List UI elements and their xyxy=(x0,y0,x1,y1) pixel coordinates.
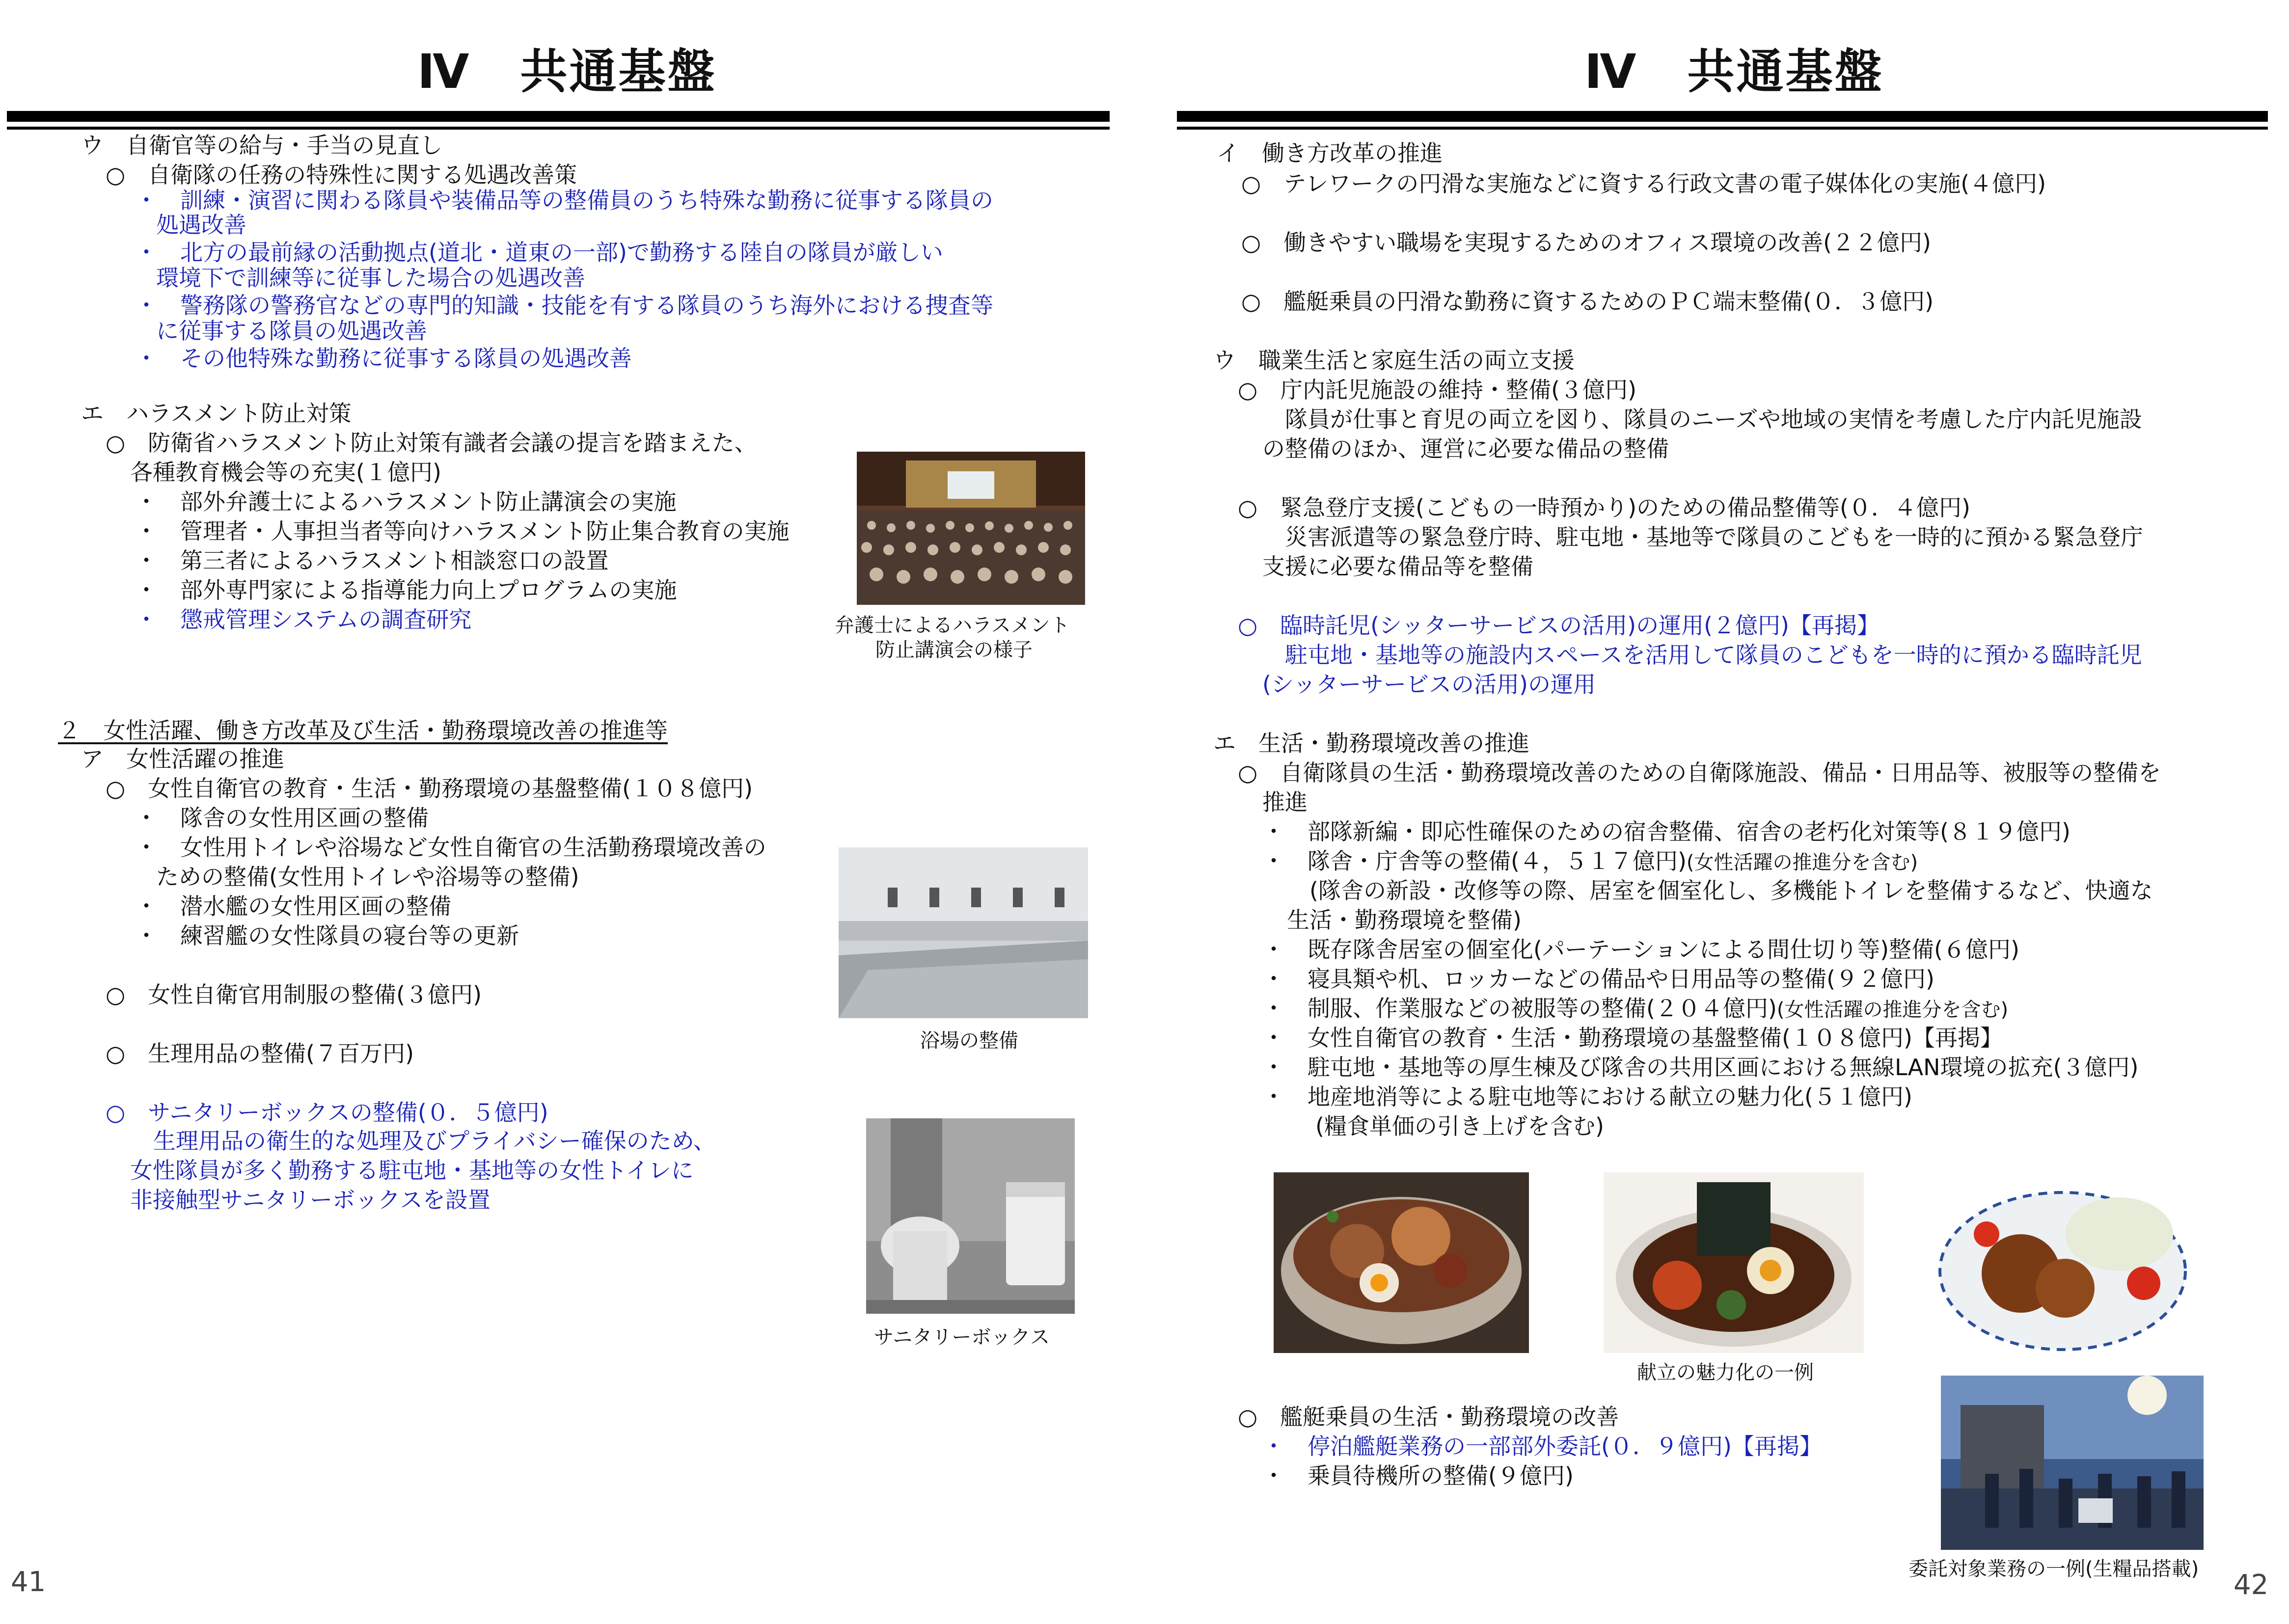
sub-heading: ア 女性活躍の推進 xyxy=(81,746,284,772)
list-item: 環境下で訓練等に従事した場合の処遇改善 xyxy=(156,265,585,291)
left-page xyxy=(0,0,1144,1624)
section-heading: イ 働き方改革の推進 xyxy=(1217,140,1443,166)
lecture-photo xyxy=(857,452,1085,605)
photo-caption: 浴場の整備 xyxy=(920,1029,1018,1052)
list-item: ○ サニタリーボックスの整備(０．５億円) xyxy=(106,1099,548,1126)
list-item: 処遇改善 xyxy=(156,212,246,238)
ship-loading-photo xyxy=(1941,1376,2204,1550)
food-photo-karaage xyxy=(1937,1175,2188,1353)
list-item: ○ 生理用品の整備(７百万円) xyxy=(106,1040,414,1067)
item-text: ・ 制服、作業服などの被服等の整備(２０４億円) xyxy=(1262,995,1777,1022)
list-item: ・ 懲戒管理システムの調査研究 xyxy=(135,606,472,633)
photo-caption: 防止講演会の様子 xyxy=(875,639,1033,661)
list-item: ・ 管理者・人事担当者等向けハラスメント防止集合教育の実施 xyxy=(135,518,790,544)
list-item: ○ 艦艇乗員の円滑な勤務に資するためのＰＣ端末整備(０．３億円) xyxy=(1241,288,1934,315)
list-item: 駐屯地・基地等の施設内スペースを活用して隊員のこどもを一時的に預かる臨時託児 xyxy=(1285,642,2142,668)
list-item: ・ 既存隊舎居室の個室化(パーテーションによる間仕切り等)整備(６億円) xyxy=(1262,936,2019,963)
page-number: 42 xyxy=(2234,1569,2269,1601)
list-item: ・ 乗員待機所の整備(９億円) xyxy=(1262,1462,1574,1489)
page-title: Ⅳ 共通基盤 xyxy=(417,44,717,99)
list-item: ・ 駐屯地・基地等の厚生棟及び隊舎の共用区画における無線LAN環境の拡充(３億円) xyxy=(1262,1054,2139,1081)
section-heading: ウ 自衛官等の給与・手当の見直し xyxy=(81,132,442,159)
list-item: ・ 潜水艦の女性用区画の整備 xyxy=(135,893,451,920)
list-item: (隊舎の新設・改修等の際、居室を個室化し、多機能トイレを整備するなど、快適な xyxy=(1309,877,2153,904)
sub-heading: ○ 防衛省ハラスメント防止対策有識者会議の提言を踏まえた、 xyxy=(106,430,757,456)
photo-caption: サニタリーボックス xyxy=(874,1326,1050,1349)
item-note: (女性活躍の推進分を含む) xyxy=(1776,999,2009,1021)
list-item: (シッターサービスの活用)の運用 xyxy=(1262,671,1596,698)
list-item: に従事する隊員の処遇改善 xyxy=(156,318,427,344)
food-photo-bowl xyxy=(1274,1172,1529,1353)
item-note: (女性活躍の推進分を含む) xyxy=(1686,851,1918,874)
list-item: ○ 庁内託児施設の維持・整備(３億円) xyxy=(1238,377,1637,403)
list-item: ・ 部外弁護士によるハラスメント防止講演会の実施 xyxy=(135,488,677,515)
list-item xyxy=(1262,994,2008,1025)
list-item: 支援に必要な備品等を整備 xyxy=(1262,553,1533,580)
photo-caption: 献立の魅力化の一例 xyxy=(1637,1361,1814,1384)
list-item: 生活・勤務環境を整備) xyxy=(1287,907,1522,933)
page-title: Ⅳ 共通基盤 xyxy=(1584,44,1884,99)
list-item: ・ 警務隊の警務官などの専門的知識・技能を有する隊員のうち海外における捜査等 xyxy=(135,292,993,319)
title-rule-thick xyxy=(7,111,1110,122)
list-item: 非接触型サニタリーボックスを設置 xyxy=(130,1187,490,1213)
section-heading: ウ 職業生活と家庭生活の両立支援 xyxy=(1213,347,1575,374)
list-item: 災害派遣等の緊急登庁時、駐屯地・基地等で隊員のこどもを一時的に預かる緊急登庁 xyxy=(1285,524,2143,550)
list-item: ○ 艦艇乗員の生活・勤務環境の改善 xyxy=(1238,1404,1619,1430)
list-item: 推進 xyxy=(1262,789,1308,815)
list-item: ・ 部隊新編・即応性確保のための宿舎整備、宿舎の老朽化対策等(８１９億円) xyxy=(1262,818,2071,845)
section-heading: エ 生活・勤務環境改善の推進 xyxy=(1213,730,1529,757)
item-text: ・ 隊舎・庁舎等の整備(４，５１７億円) xyxy=(1262,848,1687,874)
list-item: ・ 寝具類や机、ロッカーなどの備品や日用品等の整備(９２億円) xyxy=(1262,966,1935,992)
list-item: ・ 地産地消等による駐屯地等における献立の魅力化(５１億円) xyxy=(1262,1083,1912,1110)
sub-heading: 各種教育機会等の充実(１億円) xyxy=(130,459,441,486)
list-item: ○ 臨時託児(シッターサービスの活用)の運用(２億円)【再掲】 xyxy=(1238,612,1880,639)
photo-caption: 弁護士によるハラスメント xyxy=(835,614,1070,637)
list-item: ○ 女性自衛官用制服の整備(３億円) xyxy=(106,981,482,1008)
list-item: の整備のほか、運営に必要な備品の整備 xyxy=(1262,435,1669,462)
section-heading: ２ 女性活躍、働き方改革及び生活・勤務環境改善の推進等 xyxy=(58,717,668,744)
list-item: ・ 第三者によるハラスメント相談窓口の設置 xyxy=(135,547,609,574)
list-item: ○ 働きやすい職場を実現するためのオフィス環境の改善(２２億円) xyxy=(1241,229,1931,256)
section-heading: エ ハラスメント防止対策 xyxy=(81,400,352,427)
list-item: (糧食単価の引き上げを含む) xyxy=(1315,1113,1604,1139)
list-item: ための整備(女性用トイレや浴場等の整備) xyxy=(156,864,579,890)
list-item: ○ 緊急登庁支援(こどもの一時預かり)のための備品整備等(０．４億円) xyxy=(1238,494,1970,521)
sanitary-box-photo xyxy=(866,1118,1075,1314)
list-item: ○ 女性自衛官の教育・生活・勤務環境の基盤整備(１０８億円) xyxy=(106,775,753,802)
list-item: ・ 訓練・演習に関わる隊員や装備品等の整備員のうち特殊な勤務に従事する隊員の xyxy=(135,187,993,214)
photo-caption: 委託対象業務の一例(生糧品搭載) xyxy=(1908,1558,2199,1580)
list-item: 生理用品の衛生的な処理及びプライバシー確保のため、 xyxy=(153,1128,716,1154)
list-item: ・ 女性自衛官の教育・生活・勤務環境の基盤整備(１０８億円)【再掲】 xyxy=(1262,1025,2003,1051)
food-photo-ramen xyxy=(1604,1172,1864,1353)
right-page xyxy=(1144,0,2289,1624)
list-item: ○ 自衛隊員の生活・勤務環境改善のための自衛隊施設、備品・日用品等、被服等の整備を xyxy=(1238,759,2161,786)
sub-heading: ○ 自衛隊の任務の特殊性に関する処遇改善策 xyxy=(106,162,577,188)
list-item: ○ テレワークの円滑な実施などに資する行政文書の電子媒体化の実施(４億円) xyxy=(1241,170,2046,197)
page-number: 41 xyxy=(11,1566,46,1598)
list-item xyxy=(1262,846,1918,877)
list-item: ・ その他特殊な勤務に従事する隊員の処遇改善 xyxy=(135,345,632,372)
title-rule-thin xyxy=(1177,127,2268,130)
list-item: ・ 停泊艦艇業務の一部部外委託(０．９億円)【再掲】 xyxy=(1262,1433,1822,1460)
list-item: 隊員が仕事と育児の両立を図り、隊員のニーズや地域の実情を考慮した庁内託児施設 xyxy=(1285,406,2142,433)
title-rule-thin xyxy=(7,127,1110,130)
list-item: ・ 部外専門家による指導能力向上プログラムの実施 xyxy=(135,577,677,603)
list-item: ・ 隊舎の女性用区画の整備 xyxy=(135,805,429,831)
list-item: 女性隊員が多く勤務する駐屯地・基地等の女性トイレに xyxy=(130,1157,694,1184)
list-item: ・ 練習艦の女性隊員の寝台等の更新 xyxy=(135,922,519,949)
list-item: ・ 女性用トイレや浴場など女性自衛官の生活勤務環境改善の xyxy=(135,834,766,861)
bath-photo xyxy=(839,847,1088,1018)
title-rule-thick xyxy=(1177,111,2268,122)
list-item: ・ 北方の最前縁の活動拠点(道北・道東の一部)で勤務する陸自の隊員が厳しい xyxy=(135,239,943,266)
